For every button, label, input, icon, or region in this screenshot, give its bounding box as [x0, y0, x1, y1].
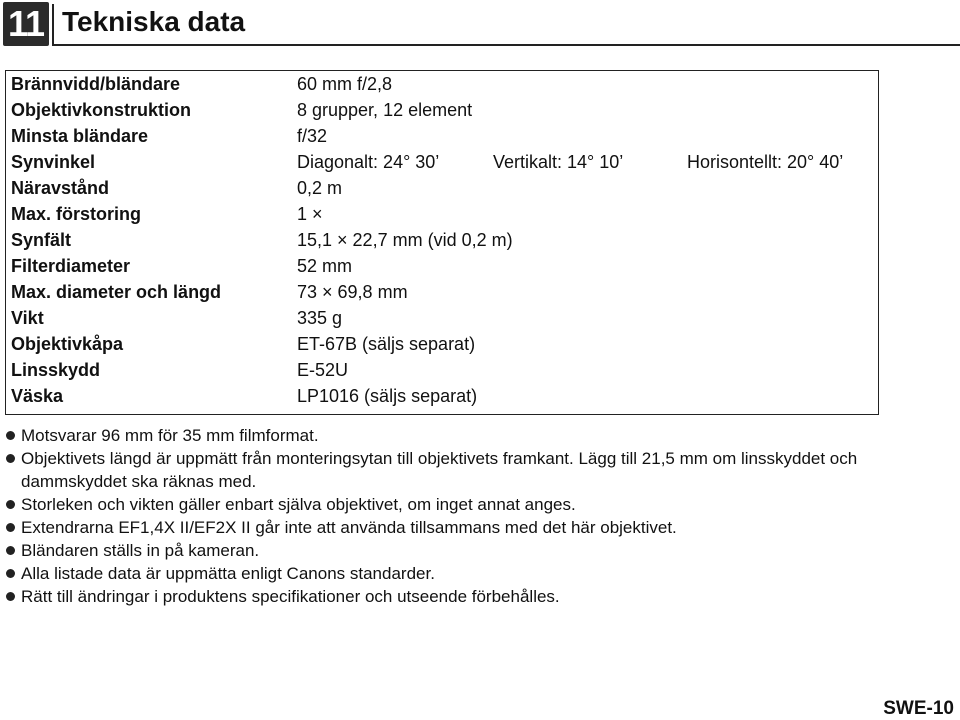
spec-row: [6, 175, 878, 201]
spec-value: 0,2 m: [297, 178, 343, 198]
spec-value: 52 mm: [297, 256, 353, 276]
spec-row: [6, 123, 878, 149]
spec-row: [6, 253, 878, 279]
spec-label: Objektivkonstruktion: [11, 100, 192, 120]
spec-label: Brännvidd/bländare: [11, 74, 181, 94]
spec-value: 335 g: [297, 308, 343, 328]
note-item: [5, 447, 955, 493]
note-item: [5, 539, 955, 562]
note-text: Alla listade data är uppmätta enligt Canons standarder.: [21, 564, 435, 583]
spec-value: 1 ×: [297, 204, 323, 224]
bullet-icon: [6, 523, 15, 532]
spec-row: [6, 357, 878, 383]
spec-label: Linsskydd: [11, 360, 101, 380]
spec-row: [6, 201, 878, 227]
bullet-icon: [6, 546, 15, 555]
spec-label: Max. förstoring: [11, 204, 142, 224]
spec-label: Max. diameter och längd: [11, 282, 222, 302]
note-text: Bländaren ställs in på kameran.: [21, 541, 260, 560]
spec-label: Väska: [11, 386, 64, 406]
spec-label: Objektivkåpa: [11, 334, 124, 354]
spec-value: 8 grupper, 12 element: [297, 100, 473, 120]
spec-value-vertical: Vertikalt: 14° 10’: [493, 152, 624, 172]
spec-value: ET-67B (säljs separat): [297, 334, 476, 354]
spec-value: 73 × 69,8 mm: [297, 282, 408, 302]
spec-value: f/32: [297, 126, 328, 146]
bullet-icon: [6, 431, 15, 440]
header-vertical-rule: [52, 4, 54, 46]
spec-value: 15,1 × 22,7 mm (vid 0,2 m): [297, 230, 513, 250]
spec-row: [6, 97, 878, 123]
spec-value: 60 mm f/2,8: [297, 74, 393, 94]
header-horizontal-rule: [52, 44, 960, 46]
spec-label: Filterdiameter: [11, 256, 131, 276]
bullet-icon: [6, 569, 15, 578]
note-item: [5, 493, 955, 516]
note-text: Motsvarar 96 mm för 35 mm filmformat.: [21, 426, 319, 445]
notes-list: [5, 424, 955, 608]
note-text: Extendrarna EF1,4X II/EF2X II går inte att använda tillsammans med det här objektivet.: [21, 518, 677, 537]
spec-value: LP1016 (säljs separat): [297, 386, 478, 406]
note-item: [5, 562, 955, 585]
spec-label: Näravstånd: [11, 178, 110, 198]
spec-row: [6, 71, 878, 97]
note-text: Objektivets längd är uppmätt från monteringsytan till objektivets framkant. Lägg till 21,5 mm om linsskyddet och dammskyddet ska räknas med.: [21, 449, 858, 491]
page-number: SWE-10: [883, 698, 954, 719]
spec-row: [6, 149, 878, 175]
spec-label: Synfält: [11, 230, 72, 250]
spec-row: [6, 331, 878, 357]
page-header: [0, 0, 960, 48]
bullet-icon: [6, 500, 15, 509]
spec-label: Synvinkel: [11, 152, 96, 172]
spec-value-diagonal: Diagonalt: 24° 30’: [297, 152, 440, 172]
spec-row: [6, 305, 878, 331]
spec-row: [6, 227, 878, 253]
note-item: [5, 424, 955, 447]
page-title: Tekniska data: [62, 6, 246, 37]
note-item: [5, 516, 955, 539]
spec-row: [6, 383, 878, 409]
spec-label: Vikt: [11, 308, 44, 328]
spec-table: [5, 70, 879, 415]
note-text: Rätt till ändringar i produktens specifikationer och utseende förbehålles.: [21, 587, 560, 606]
spec-value: E-52U: [297, 360, 349, 380]
bullet-icon: [6, 454, 15, 463]
note-text: Storleken och vikten gäller enbart själva objektivet, om inget annat anges.: [21, 495, 576, 514]
chapter-number-badge: 11: [3, 2, 49, 46]
bullet-icon: [6, 592, 15, 601]
note-item: [5, 585, 955, 608]
spec-value-horizontal: Horisontellt: 20° 40’: [687, 152, 844, 172]
spec-row: [6, 279, 878, 305]
spec-label: Minsta bländare: [11, 126, 149, 146]
